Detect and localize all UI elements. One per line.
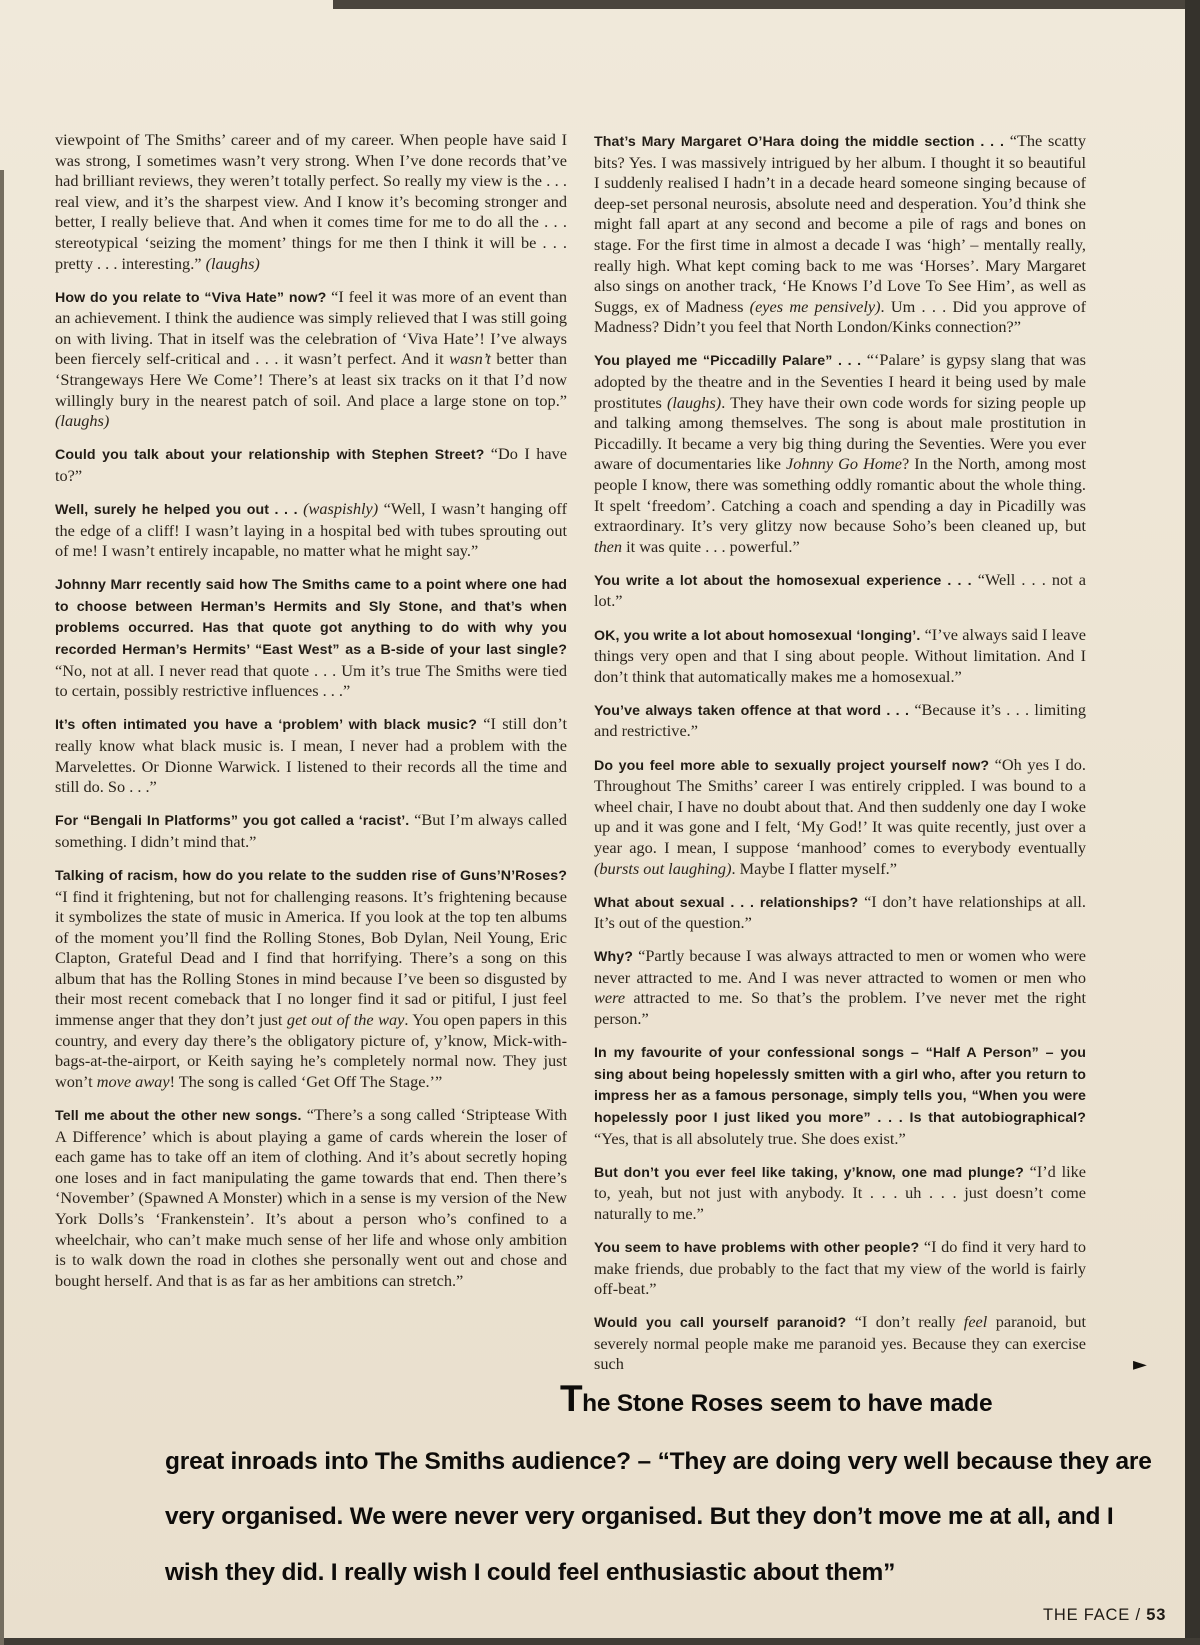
scan-edge-right	[1185, 0, 1200, 1645]
pull-quote-text: he Stone Roses seem to have made	[582, 1390, 993, 1417]
answer-text: . You open papers in this country, and every day there’s the obligatory picture of, y’know, Mick-with-bags-at-the-airport, or Keith saying he’s completely normal now. They just won’t	[55, 1010, 568, 1091]
interview-paragraph	[55, 810, 567, 852]
page-number: 53	[1146, 1606, 1167, 1624]
interview-paragraph	[594, 570, 1086, 612]
answer-text: “I still don’t really know what black music is. I mean, I never had a problem with the Marvelettes. Or Dionne Warwick. I listened to their records all the time and still do. So . . .”	[55, 714, 567, 797]
question-text: It’s often intimated you have a ‘problem’ with black music?	[55, 717, 484, 734]
interview-paragraph	[55, 865, 567, 1093]
interview-paragraph	[594, 131, 1086, 338]
answer-text: “But I’m always called something. I didn’t mind that.”	[55, 810, 568, 851]
interview-paragraph	[594, 1042, 1086, 1149]
interview-paragraph	[594, 1312, 1086, 1375]
answer-text: “There’s a song called ‘Striptease With A Difference’ which is about playing a game of cards wherein the loser of each game has to take off an item of clothing. And it’s about secretly hoping one loses and in fact manipulating the game towards that end. Then there’s ‘November’ (Spawned A Monster) which in a sense is my version of the New York Dolls’s ‘Frankenstein’. It’s about a person who’s confined to a wheelchair, who can’t make much sense of her life and whose only ambition is to walk down the road in clothes she personally went out and chose and bought herself. And that is as far as her ambitions can stretch.”	[55, 1104, 567, 1290]
answer-text: . Maybe I flatter myself.”	[731, 858, 897, 878]
question-text: How do you relate to “Viva Hate” now?	[55, 289, 332, 306]
pull-quote-line	[165, 1378, 1085, 1420]
interview-paragraph	[594, 1237, 1086, 1300]
italic-answer-text: feel	[963, 1312, 988, 1332]
answer-text: “Well, I wasn’t hanging off the edge of a cliff! I wasn’t laying in a hospital bed with tubes sprouting out of me! I wasn’t entirely incapable, no matter what he might say.”	[55, 499, 567, 561]
question-text: That’s Mary Margaret O’Hara doing the middle section . . .	[594, 134, 1010, 150]
question-text: Would you call yourself paranoid?	[594, 1315, 855, 1332]
article-column-left	[55, 130, 567, 1291]
question-text: In my favourite of your confessional songs – “Half A Person” – you sing about being hopelessly smitten with a girl who, after you return to impress her as a famous personage, simply tells you, “When you were hopelessly poor I just liked you more” . . . Is that autobiographical?	[594, 1045, 1086, 1126]
italic-answer-text: get out of the way	[286, 1010, 405, 1030]
answer-text: “Do I have to?”	[55, 444, 567, 485]
question-text: Talking of racism, how do you relate to the sudden rise of Guns’N’Roses?	[55, 867, 567, 884]
question-text: Why?	[594, 949, 639, 966]
question-text: You played me “Piccadilly Palare” . . .	[594, 353, 867, 370]
interview-paragraph	[55, 130, 567, 274]
answer-text: “Yes, that is all absolutely true. She does exist.”	[594, 1128, 906, 1148]
question-text: Tell me about the other new songs.	[55, 1107, 307, 1124]
magazine-title: THE FACE /	[1043, 1606, 1141, 1624]
answer-text: “I’d like to, yeah, but not just with anybody. It . . . uh . . . just doesn’t come naturally to me.”	[594, 1161, 1086, 1223]
interview-paragraph	[594, 892, 1086, 934]
answer-text: “I find it frightening, but not for challenging reasons. It’s frightening because it symbolizes the state of music in America. If you look at the top ten albums of the moment you’ll find the Rolling Stones, Bob Dylan, Neil Young, Eric Clapton, Grateful Dead and I find that horrifying. There’s a song on this album that has the Rolling Stones in mind because I’ve been so disgusted by their most recent comeback that I no longer find it sad or pitiful, I just feel immense anger that they don’t just	[55, 886, 567, 1030]
interview-paragraph	[594, 1162, 1086, 1225]
answer-text: “I’ve always said I leave things very open and that I sing about people. Without limitation. And I don’t think that automatically makes me a homosexual.”	[594, 624, 1087, 686]
answer-text: “I feel it was more of an event than an achievement. I think the audience was simply relieved that I was still going on with living. That in itself was the celebration of ‘Viva Hate’! I’ve always been fiercely self-critical and . . . it wasn’t perfect. And it	[55, 286, 567, 369]
pull-quote-line: great inroads into The Smiths audience? – “They are doing very well because they are	[165, 1447, 1152, 1475]
answer-text: better than ‘Strangeways Here We Come’! There’s at least six tracks on it that I’d now willingly bury in the nearest patch of soil. And place a large stone on top.”	[55, 349, 568, 410]
interview-paragraph	[55, 287, 567, 432]
question-text: Could you talk about your relationship with Stephen Street?	[55, 447, 491, 464]
italic-answer-text: (laughs)	[666, 392, 722, 412]
article-column-right	[594, 131, 1086, 1375]
answer-text: “No, not at all. I never read that quote . . . Um it’s true The Smiths were tied to certain, possibly restrictive influences . . .”	[55, 660, 567, 701]
answer-text: paranoid, but severely normal people make me paranoid yes. Because they can exercise such	[594, 1312, 1087, 1374]
answer-text: viewpoint of The Smiths’ career and of my career. When people have said I was strong, I sometimes wasn’t very strong. When I’ve done records that’ve had brilliant reviews, they weren’t totally perfect. So really my view is the . . . real view, and it’s the sharpest view. And I know it’s becoming stronger and better, I really believe that. And when it comes time for me to do all the . . . stereotypical ‘seizing the moment’ things for me then I think it will be . . . pretty . . . interesting.”	[55, 130, 567, 273]
pull-quote	[165, 1378, 1152, 1614]
italic-answer-text: wasn’t	[449, 349, 491, 369]
scan-edge-top	[333, 0, 1200, 9]
question-text: What about sexual . . . relationships?	[594, 894, 865, 911]
italic-answer-text: (laughs)	[205, 253, 260, 273]
interview-paragraph	[594, 755, 1086, 880]
interview-paragraph	[594, 700, 1086, 742]
answer-text: “The scatty bits? Yes. I was massively intrigued by her album. I thought it so beautiful I suddenly realised I hadn’t in a decade heard someone singing because of deep-set personal neurosis, absolute need and desperation. You’d think she might fall apart at any second and become a pile of rags and bones on stage. For the first time in almost a decade I was ‘high’ – mentally really, really high. What kept coming back to me was ‘Horses’. Mary Margaret also sings on another track, ‘He Knows I’d Love To See Him’, as well as Suggs, ex of Madness	[594, 131, 1086, 316]
italic-answer-text: (waspishly)	[303, 499, 379, 518]
question-text: You write a lot about the homosexual experience . . .	[594, 572, 978, 589]
interview-paragraph	[594, 350, 1086, 557]
question-text: For “Bengali In Platforms” you got called a ‘racist’.	[55, 813, 415, 830]
interview-paragraph	[55, 714, 567, 797]
interview-paragraph	[55, 444, 567, 486]
answer-text: . They have their own code words for sizing people up and talking among themselves. The song is about male prostitution in Piccadilly. It became a very big thing during the Seventies. Were you ever aware of documentaries like	[594, 392, 1086, 474]
italic-answer-text: (eyes me pensively)	[749, 296, 881, 316]
question-text: OK, you write a lot about homosexual ‘longing’.	[594, 627, 925, 644]
answer-text: “I don’t really	[854, 1312, 964, 1332]
question-text: Well, surely he helped you out . . .	[55, 502, 304, 518]
answer-text: it was quite . . . powerful.”	[622, 536, 800, 556]
scan-edge-bottom	[0, 1638, 1200, 1645]
answer-text: “Oh yes I do. Throughout The Smiths’ career I was entirely crippled. I was bound to a wheel chair, I have no doubt about that. And then suddenly one day I woke up and it was gone and I felt, ‘My God!’ It was quite recently, just over a year ago. I mean, I suppose ‘manhood’ comes to everybody eventually	[594, 754, 1087, 857]
question-text: You’ve always taken offence at that word . . .	[594, 702, 915, 719]
answer-text: “Partly because I was always attracted to men or women who were never attracted to me. And I was never attracted to women or men who	[594, 946, 1087, 987]
answer-text: “Because it’s . . . limiting and restrictive.”	[594, 699, 1086, 741]
page-footer	[1043, 1606, 1166, 1625]
question-text: But don’t you ever feel like taking, y’know, one mad plunge?	[594, 1164, 1030, 1181]
pull-quote-line: very organised. We were never very organised. But they don’t move me at all, and I	[165, 1503, 1114, 1530]
answer-text: “Well . . . not a lot.”	[594, 569, 1087, 611]
interview-paragraph	[594, 625, 1086, 688]
pull-quote-line: wish they did. I really wish I could feel enthusiastic about them”	[165, 1558, 896, 1586]
italic-answer-text: were	[594, 988, 626, 1008]
interview-paragraph	[594, 946, 1086, 1029]
scan-edge-left	[0, 170, 4, 1645]
interview-paragraph	[55, 1105, 567, 1291]
italic-answer-text: (laughs)	[55, 411, 110, 431]
question-text: Do you feel more able to sexually project yourself now?	[594, 757, 995, 774]
answer-text: “I do find it very hard to make friends, due probably to the fact that my view of the world is fairly off-beat.”	[594, 1236, 1086, 1299]
italic-answer-text: (bursts out laughing)	[594, 858, 732, 878]
italic-answer-text: Johnny Go Home	[786, 454, 902, 474]
italic-answer-text: move away	[96, 1071, 170, 1091]
pull-quote-dropcap: T	[560, 1378, 583, 1419]
question-text: Johnny Marr recently said how The Smiths came to a point where one had to choose between Herman’s Hermits and Sly Stone, and that’s when problems occurred. Has that quote got anything to do with why you recorded Herman’s Hermits’ “East West” as a B-side of your last single?	[55, 577, 567, 659]
interview-paragraph	[55, 499, 567, 562]
answer-text: “‘Palare’ is gypsy slang that was adopted by the theatre and in the Seventies I heard it being used by male prostitutes	[594, 350, 1086, 412]
answer-text: ? In the North, among most people I know, there was something oddly romantic about the whole thing. It spelt ‘freedom’. Catching a coach and spending a day in Picadilly was extraordinary. It’s very glitzy now because Soho’s been cleaned up, but	[594, 454, 1087, 536]
answer-text: ! The song is called ‘Get Off The Stage.’”	[169, 1071, 443, 1091]
interview-paragraph	[55, 574, 567, 702]
answer-text: “I don’t have relationships at all. It’s out of the question.”	[594, 891, 1086, 933]
question-text: You seem to have problems with other people?	[594, 1239, 924, 1256]
continuation-arrow-icon: ►	[1133, 1354, 1147, 1375]
italic-answer-text: then	[594, 536, 623, 556]
answer-text: . Um . . . Did you approve of Madness? Didn’t you feel that North London/Kinks connection?”	[594, 296, 1086, 337]
answer-text: attracted to me. So that’s the problem. I’ve never met the right person.”	[594, 988, 1086, 1029]
